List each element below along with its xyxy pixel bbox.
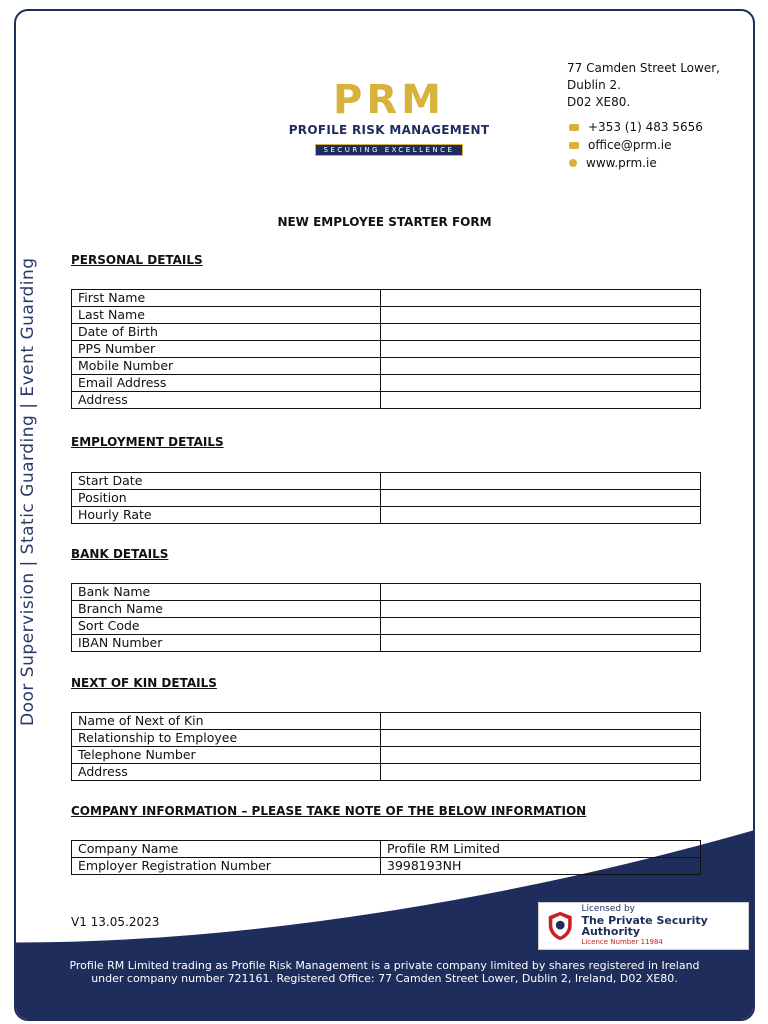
table-row [72, 490, 701, 507]
first-name-field[interactable] [381, 290, 701, 307]
table-row [72, 358, 701, 375]
version-date: V1 13.05.2023 [71, 915, 160, 929]
field-label: Email Address [72, 375, 381, 392]
mobile-number-field[interactable] [381, 358, 701, 375]
phone-icon [569, 124, 579, 131]
table-row [72, 747, 701, 764]
table-row [72, 764, 701, 781]
field-label: Telephone Number [72, 747, 381, 764]
contact-details [567, 118, 703, 172]
next-of-kin-heading: NEXT OF KIN DETAILS [71, 676, 217, 690]
field-label: Branch Name [72, 601, 381, 618]
phone-number: +353 (1) 483 5656 [588, 120, 703, 134]
field-label: Address [72, 764, 381, 781]
iban-number-field[interactable] [381, 635, 701, 652]
field-label: Hourly Rate [72, 507, 381, 524]
form-title: NEW EMPLOYEE STARTER FORM [277, 215, 492, 229]
position-field[interactable] [381, 490, 701, 507]
employment-details-table [71, 472, 701, 524]
web-row [567, 154, 703, 172]
field-label: Position [72, 490, 381, 507]
field-label: PPS Number [72, 341, 381, 358]
personal-details-table [71, 289, 701, 409]
email-row [567, 136, 703, 154]
address-field[interactable] [381, 392, 701, 409]
field-label: Relationship to Employee [72, 730, 381, 747]
psa-line-1: Licensed by [581, 904, 635, 914]
email-address: office@prm.ie [588, 138, 672, 152]
table-row [72, 392, 701, 409]
field-label: Date of Birth [72, 324, 381, 341]
kin-name-field[interactable] [381, 713, 701, 730]
kin-address-field[interactable] [381, 764, 701, 781]
field-label: Name of Next of Kin [72, 713, 381, 730]
company-name-value: Profile RM Limited [381, 841, 701, 858]
field-label: Bank Name [72, 584, 381, 601]
psa-text [581, 904, 748, 948]
logo-company-name: PROFILE RISK MANAGEMENT [288, 123, 490, 137]
field-label: Employer Registration Number [72, 858, 381, 875]
website: www.prm.ie [586, 156, 657, 170]
employer-registration-value: 3998193NH [381, 858, 701, 875]
company-information-table [71, 840, 701, 875]
globe-icon [569, 159, 577, 167]
kin-telephone-field[interactable] [381, 747, 701, 764]
table-row [72, 473, 701, 490]
email-address-field[interactable] [381, 375, 701, 392]
branch-name-field[interactable] [381, 601, 701, 618]
table-row [72, 341, 701, 358]
table-row [72, 601, 701, 618]
shield-icon [547, 909, 573, 943]
psa-licence-number: Licence Number 11984 [581, 938, 663, 946]
pps-number-field[interactable] [381, 341, 701, 358]
field-label: Last Name [72, 307, 381, 324]
field-label: Sort Code [72, 618, 381, 635]
logo-tagline: SECURING EXCELLENCE [315, 144, 464, 156]
bank-details-heading: BANK DETAILS [71, 547, 169, 561]
table-row [72, 713, 701, 730]
bank-details-table [71, 583, 701, 652]
field-label: Start Date [72, 473, 381, 490]
hourly-rate-field[interactable] [381, 507, 701, 524]
table-row [72, 507, 701, 524]
bank-name-field[interactable] [381, 584, 701, 601]
kin-relationship-field[interactable] [381, 730, 701, 747]
footer-line-2: under company number 721161. Registered Office: 77 Camden Street Lower, Dublin 2, Ireland, D02 XE80. [91, 972, 678, 985]
sort-code-field[interactable] [381, 618, 701, 635]
address-line-3: D02 XE80. [567, 95, 631, 109]
services-side-text: Door Supervision | Static Guarding | Event Guarding [18, 257, 38, 726]
footer-legal-text [16, 959, 753, 985]
table-row [72, 858, 701, 875]
address-line-1: 77 Camden Street Lower, [567, 61, 720, 75]
table-row [72, 730, 701, 747]
employment-details-heading: EMPLOYMENT DETAILS [71, 435, 224, 449]
table-row [72, 841, 701, 858]
table-row [72, 584, 701, 601]
table-row [72, 375, 701, 392]
table-row [72, 307, 701, 324]
psa-licence-badge [538, 902, 749, 950]
phone-row [567, 118, 703, 136]
next-of-kin-table [71, 712, 701, 781]
document-page [14, 9, 755, 1021]
field-label: First Name [72, 290, 381, 307]
table-row [72, 635, 701, 652]
office-address [567, 60, 720, 111]
psa-line-2: The Private Security Authority [581, 914, 708, 938]
field-label: IBAN Number [72, 635, 381, 652]
table-row [72, 324, 701, 341]
company-logo [288, 79, 490, 156]
field-label: Company Name [72, 841, 381, 858]
company-information-heading: COMPANY INFORMATION – PLEASE TAKE NOTE OF THE BELOW INFORMATION [71, 804, 587, 818]
field-label: Address [72, 392, 381, 409]
table-row [72, 618, 701, 635]
start-date-field[interactable] [381, 473, 701, 490]
footer-line-1: Profile RM Limited trading as Profile Risk Management is a private company limited by shares registered in Ireland [69, 959, 700, 972]
email-icon [569, 142, 579, 149]
date-of-birth-field[interactable] [381, 324, 701, 341]
logo-mark: PRM [333, 77, 445, 123]
personal-details-heading: PERSONAL DETAILS [71, 253, 203, 267]
table-row [72, 290, 701, 307]
last-name-field[interactable] [381, 307, 701, 324]
field-label: Mobile Number [72, 358, 381, 375]
address-line-2: Dublin 2. [567, 78, 621, 92]
